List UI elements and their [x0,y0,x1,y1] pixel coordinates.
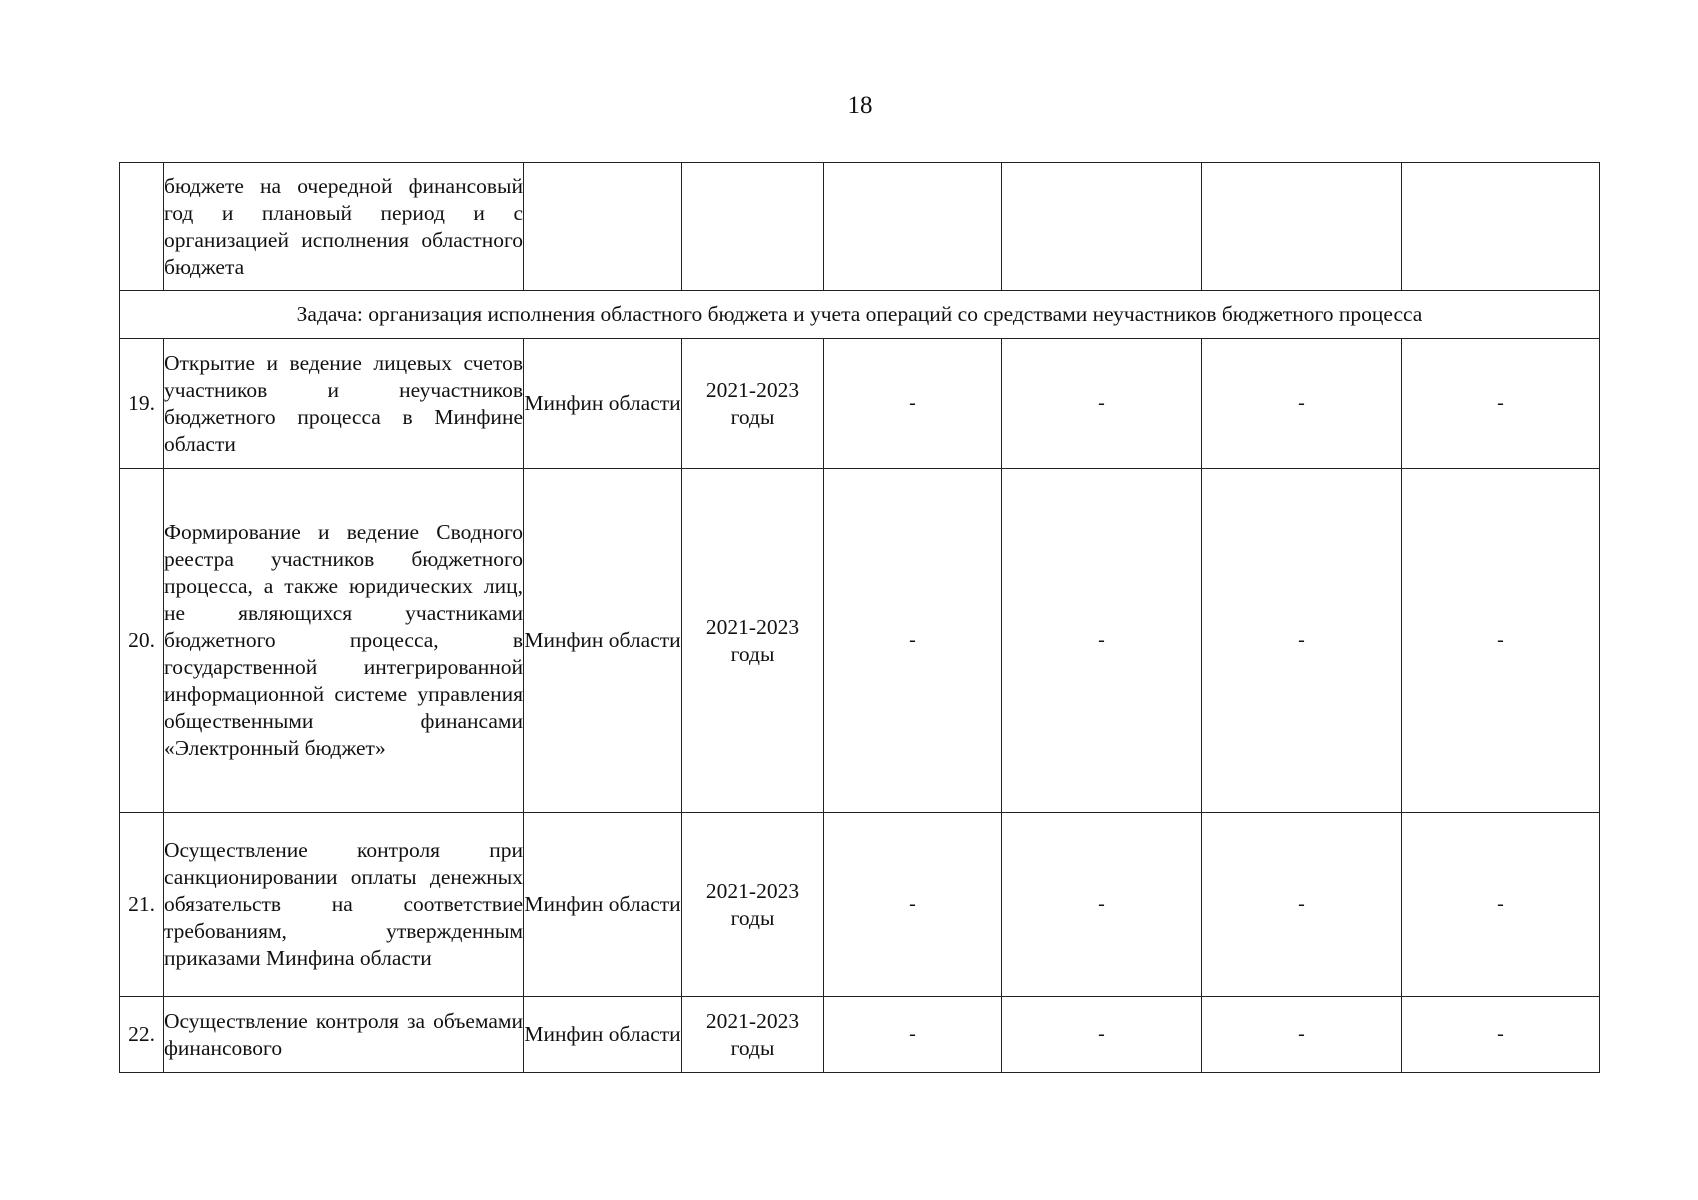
task-header: Задача: организация исполнения областного бюджета и учета операций со средствами неучастников бюджетного процесса [120,291,1600,339]
period-cell [682,163,824,291]
table-row [120,469,1600,813]
row-number: 19. [120,339,164,469]
table-row [120,997,1600,1073]
value-cell: - [1002,469,1202,813]
value-cell: - [1402,813,1600,997]
value-cell: - [1402,997,1600,1073]
row-number: 22. [120,997,164,1073]
value-cell: - [1202,997,1402,1073]
value-cell: - [824,997,1002,1073]
row-number-cell [120,163,164,291]
task-header-row [120,291,1600,339]
table-row [120,813,1600,997]
measure-description: Осуществление контроля при санкционировании оплаты денежных обязательств на соответствие требованиям, утвержденным приказами Минфина области [164,813,524,997]
value-cell: - [1402,339,1600,469]
value-cell: - [1002,997,1202,1073]
measure-description: Открытие и ведение лицевых счетов участников и неучастников бюджетного процесса в Минфине области [164,339,524,469]
value-cell [824,163,1002,291]
executor: Минфин области [524,997,682,1073]
value-cell: - [1002,813,1202,997]
value-cell [1202,163,1402,291]
page-number: 18 [847,92,873,119]
value-cell: - [824,339,1002,469]
row-number: 21. [120,813,164,997]
value-cell: - [1002,339,1202,469]
value-cell: - [824,469,1002,813]
measures-table [119,162,1600,1073]
value-cell: - [824,813,1002,997]
continuation-row [120,163,1600,291]
table-row [120,339,1600,469]
value-cell: - [1202,813,1402,997]
period: 2021-2023 годы [682,997,824,1073]
period: 2021-2023 годы [682,469,824,813]
period: 2021-2023 годы [682,813,824,997]
executor: Минфин области [524,813,682,997]
period: 2021-2023 годы [682,339,824,469]
value-cell [1402,163,1600,291]
value-cell: - [1202,339,1402,469]
value-cell: - [1402,469,1600,813]
executor: Минфин области [524,339,682,469]
value-cell [1002,163,1202,291]
measure-description: бюджете на очередной финансовый год и плановый период и с организацией исполнения областного бюджета [164,163,524,291]
executor: Минфин области [524,469,682,813]
value-cell: - [1202,469,1402,813]
measure-description: Формирование и ведение Сводного реестра участников бюджетного процесса, а также юридических лиц, не являющихся участниками бюджетного процесса, в государственной интегрированной информационной системе управления общественными финансами «Электронный бюджет» [164,469,524,813]
executor-cell [524,163,682,291]
row-number: 20. [120,469,164,813]
measure-description: Осуществление контроля за объемами финансового [164,997,524,1073]
